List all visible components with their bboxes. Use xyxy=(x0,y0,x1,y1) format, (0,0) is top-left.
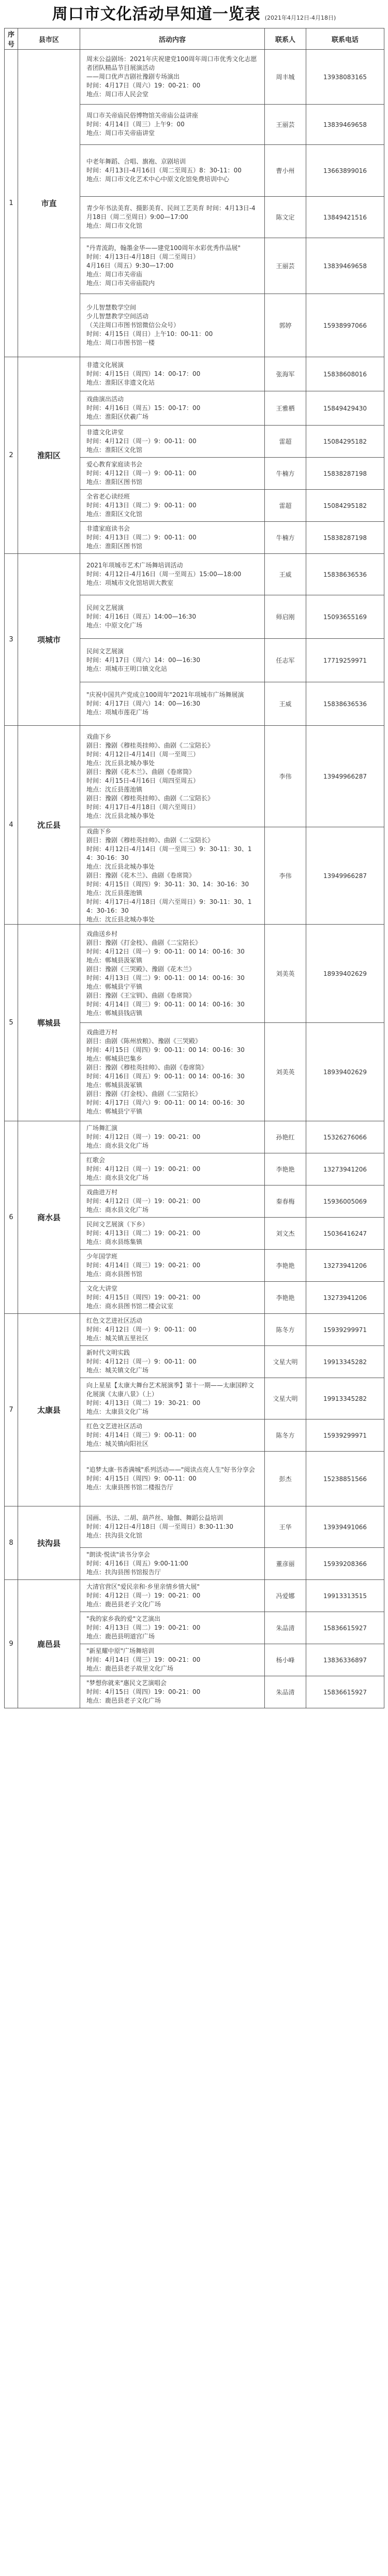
contact-phone: 19913345282 xyxy=(306,1346,384,1378)
contact-phone: 15238851566 xyxy=(306,1452,384,1506)
activity-content: 戏曲演出活动 时间：4月16日（周五）15：00-17：00 地点：淮阳区伏羲广场 xyxy=(80,391,265,426)
activity-content: "我的家乡我的爱"文艺演出 时间：4月13日（周二）19：00-21：00 地点：鹿邑县明道宫广场 xyxy=(80,1612,265,1644)
contact-phone: 13849421516 xyxy=(306,197,384,238)
row-number: 1 xyxy=(5,50,18,357)
activity-content: 非遗文化讲堂 时间：4月12日（周一）9：00-11：00 地点：淮阳区文化馆 xyxy=(80,426,265,458)
activity-content: "梦想你就来"惠民文艺演唱会 时间：4月15日（周四）19：00-21：00 地点：鹿邑县老子文化广场 xyxy=(80,1676,265,1708)
activity-content: 大清官营区"爱民亲和·乡里亲情乡情大展" 时间：4月12日（周一）19：00-21：00 地点：鹿邑县老子文化广场 xyxy=(80,1580,265,1612)
row-number: 7 xyxy=(5,1314,18,1506)
row-number: 4 xyxy=(5,726,18,925)
activity-content: 新时代文明实践 时间：4月12日（周一）9：00-11：00 地点：城关镇文化广场 xyxy=(80,1346,265,1378)
contact-phone: 15084295182 xyxy=(306,490,384,522)
activity-content: 民间文艺展演（下乡） 时间：4月13日（周二）19：00-21：00 地点：商水县练集镇 xyxy=(80,1218,265,1250)
contact-phone: 15936005069 xyxy=(306,1185,384,1218)
contact-phone: 18939402629 xyxy=(306,1023,384,1121)
contact-phone: 13949966287 xyxy=(306,827,384,925)
contact-name: 朱品清 xyxy=(265,1612,306,1644)
activity-content: 周口市关帝庙民俗博物馆关帝庙公益讲座 时间：4月14日（周三）上午9：00 地点：周口市关帝庙讲堂 xyxy=(80,105,265,145)
table-row xyxy=(5,554,384,595)
column-header-phone: 联系电话 xyxy=(306,28,384,50)
contact-name: 张海军 xyxy=(265,357,306,391)
contact-name: 朱品清 xyxy=(265,1676,306,1708)
activity-content: "丹青流韵，翰墨金华——建党100周年水彩优秀作品展" 时间：4月13日-4月18日（周二至周日） 4月16日（周五）9:30—17:00 地点：周口市关帝庙 地点：周口市关帝庙院内 xyxy=(80,238,265,294)
activity-content: 戏曲进万村 时间：4月12日（周一）19：00-21：00 地点：商水县文化广场 xyxy=(80,1185,265,1218)
contact-name: 刘美英 xyxy=(265,1023,306,1121)
activity-content: 少年国学班 时间：4月14日（周三）19：00-21：00 地点：商水县图书馆 xyxy=(80,1250,265,1282)
activity-content: 民间文艺展演 时间：4月17日（周六）14：00—16:30 地点：项城市王明口镇文化站 xyxy=(80,639,265,682)
contact-phone: 15838287198 xyxy=(306,458,384,490)
activity-content: 红歌会 时间：4月12日（周一）19：00-21：00 地点：商水县文化广场 xyxy=(80,1153,265,1185)
contact-phone: 13939491066 xyxy=(306,1506,384,1548)
activity-content: 少儿智慧数学空间 少儿智慧教学空间活动 （关注周口市图书馆微信公众号） 时间：4月15日（周日）上午10：00-11：00 地点：周口市图书馆一楼 xyxy=(80,294,265,357)
contact-phone: 13273941206 xyxy=(306,1282,384,1314)
contact-name: 雷超 xyxy=(265,490,306,522)
contact-phone: 15838608016 xyxy=(306,357,384,391)
county-name: 郸城县 xyxy=(18,925,80,1121)
contact-phone: 15838287198 xyxy=(306,522,384,554)
contact-name: 董彦丽 xyxy=(265,1548,306,1580)
activity-content: 国画、书法、二胡、葫芦丝、瑜伽、舞蹈公益培训 时间：4月12日-4月18日（周一至周日）8:30-11:30 地点：扶沟县文化馆 xyxy=(80,1506,265,1548)
contact-phone: 13839469658 xyxy=(306,238,384,294)
contact-phone: 19913345282 xyxy=(306,1378,384,1419)
contact-name: 杨小峰 xyxy=(265,1644,306,1676)
table-row xyxy=(5,1506,384,1548)
table-row xyxy=(5,925,384,1023)
contact-phone: 13273941206 xyxy=(306,1153,384,1185)
contact-name: 雷超 xyxy=(265,426,306,458)
county-name: 市直 xyxy=(18,50,80,357)
contact-name: 李伟 xyxy=(265,827,306,925)
contact-phone: 15838636536 xyxy=(306,554,384,595)
column-header-content: 活动内容 xyxy=(80,28,265,50)
activity-content: 非遗家庭读书会 时间：4月13日（周二）9：00-11：00 地点：淮阳区图书馆 xyxy=(80,522,265,554)
contact-name: 李伟 xyxy=(265,726,306,827)
activity-content: 非遗文化展演 时间：4月15日（周四）14：00-17：00 地点：淮阳区非遗文化站 xyxy=(80,357,265,391)
activity-content: "庆祝中国共产党成立100周年"2021年项城市广场舞展演 时间：4月17日（周六）14：00—16:30 地点：项城市莲花广场 xyxy=(80,682,265,726)
county-name: 沈丘县 xyxy=(18,726,80,925)
contact-phone: 13839469658 xyxy=(306,105,384,145)
contact-name: 文星大明 xyxy=(265,1378,306,1419)
county-name: 项城市 xyxy=(18,554,80,726)
activity-content: 民间文艺展演 时间：4月16日（周五）14:00—16:30 地点：中原文化广场 xyxy=(80,595,265,639)
contact-name: 王威 xyxy=(265,554,306,595)
activity-content: 爱心教育家庭读书会 时间：4月12日（周一）9：00-11：00 地点：淮阳区图书馆 xyxy=(80,458,265,490)
county-name: 扶沟县 xyxy=(18,1506,80,1580)
contact-name: 王威 xyxy=(265,682,306,726)
table-row xyxy=(5,1580,384,1612)
activity-content: 戏曲进万村 剧目：曲剧《陈州放粮》、豫剧《三哭殿》 时间：4月15日（周四）9：00-11：00 14：00-16：30 地点：郸城县巴集乡 剧目：豫剧《穆桂英挂帅》、曲剧《卷席筒》 时间：4月16日（周五）9：00-11：00 14：00-16：30 地点：郸城县汲冢镇 剧目：豫剧《打金枝》、曲剧《二宝陪长》 时间：4月17日（周六）9：00-11：00 14：00-16：30 地点：郸城县宁平镇 xyxy=(80,1023,265,1121)
contact-phone: 15939208366 xyxy=(306,1548,384,1580)
activity-content: "朗读·悦读"读书分享会 时间：4月16日（周五）9:00-11:00 地点：扶沟县图书馆报告厅 xyxy=(80,1548,265,1580)
contact-phone: 15836615927 xyxy=(306,1676,384,1708)
contact-phone: 15838636536 xyxy=(306,682,384,726)
activity-content: 戏曲下乡 剧目：豫剧《穆桂英挂帅》、曲剧《二宝陪长》 时间：4月12日-4月14日（周一至周三） 地点：沈丘县北城办事处 剧目：豫剧《花木兰》、曲剧《卷席筒》 时间：4月15日-4月16日（周四至周五） 地点：沈丘县莲池镇 剧目：豫剧《穆桂英挂帅》、曲剧《二宝陪长》 时间：4月17日-4月18日（周六至周日） 地点：沈丘县北城办事处 xyxy=(80,726,265,827)
contact-name: 陈冬方 xyxy=(265,1419,306,1452)
contact-name: 曹小州 xyxy=(265,145,306,197)
contact-name: 李艳艳 xyxy=(265,1250,306,1282)
table-row xyxy=(5,357,384,391)
row-number: 5 xyxy=(5,925,18,1121)
contact-name: 周丰城 xyxy=(265,50,306,105)
column-header-contact: 联系人 xyxy=(265,28,306,50)
row-number: 6 xyxy=(5,1121,18,1314)
column-header-county: 县市区 xyxy=(18,28,80,50)
contact-phone: 19913313515 xyxy=(306,1580,384,1612)
table-row xyxy=(5,1121,384,1153)
activity-content: 全省老心读经班 时间：4月13日（周二）9：00-11：00 地点：淮阳区文化馆 xyxy=(80,490,265,522)
row-number: 8 xyxy=(5,1506,18,1580)
contact-phone: 13273941206 xyxy=(306,1250,384,1282)
contact-name: 牛楠方 xyxy=(265,458,306,490)
table-row xyxy=(5,1314,384,1346)
activity-content: 周末公益剧场：2021年庆祝建党100周年周口市优秀文化志愿者团队精品节目展演活动 ——周口优声吉剧社豫剧专场演出 时间：4月17日（周六）19：00-21：00 地点：周口市人民会堂 xyxy=(80,50,265,105)
table-row xyxy=(5,50,384,105)
contact-phone: 15938997066 xyxy=(306,294,384,357)
activity-content: 戏曲送乡村 剧目：豫剧《打金枝》、曲剧《二宝陪长》 时间：4月12日（周一）9：00-11：00 14：00-16：30 地点：郸城县汲冢镇 剧目：豫剧《三哭殿》、豫剧《花木兰》 时间：4月13日（周二）9：00-11：00 14：00-16：30 地点：郸城县宁平镇 剧目：豫剧《王宝钏》、曲剧《卷席筒》 时间：4月14日（周三）9：00-11：00 14：00-16：30 地点：郸城县钱店镇 xyxy=(80,925,265,1023)
county-name: 太康县 xyxy=(18,1314,80,1506)
contact-phone: 15084295182 xyxy=(306,426,384,458)
row-number: 3 xyxy=(5,554,18,726)
contact-name: 陈冬方 xyxy=(265,1314,306,1346)
contact-phone: 15093655169 xyxy=(306,595,384,639)
activity-content: "追梦太康·书香满城"系列活动——"阅读点亮人生"好书分享会 时间：4月15日（周四）9：00-11：00 地点：太康县图书馆二楼报告厅 xyxy=(80,1452,265,1506)
date-range: (2021年4月12日-4月18日) xyxy=(264,14,336,21)
activity-content: 红色文艺进社区活动 时间：4月12日（周一）9：00-11：00 地点：城关镇五里社区 xyxy=(80,1314,265,1346)
contact-name: 王丽芸 xyxy=(265,105,306,145)
activity-content: 戏曲下乡 剧目：豫剧《穆桂英挂帅》、曲剧《二宝陪长》 时间：4月12日-4月14日（周一至周三）9：30-11：30、14：30-16：30 地点：沈丘县北城办事处 剧目：豫剧《花木兰》、曲剧《卷席筒》 时间：4月15日（周四）9：30-11：30、14：30-16：30 地点：沈丘县莲池镇 时间：4月17日-4月18日（周六至周日）9：30-11：30、14：30-16：30 地点：沈丘县北城办事处 xyxy=(80,827,265,925)
contact-name: 秦春梅 xyxy=(265,1185,306,1218)
contact-phone: 15939299971 xyxy=(306,1419,384,1452)
contact-name: 彭杰 xyxy=(265,1452,306,1506)
contact-name: 文星大明 xyxy=(265,1346,306,1378)
document-header xyxy=(0,0,388,27)
column-header-no: 序号 xyxy=(5,28,18,50)
page-title: 周口市文化活动早知道一览表 xyxy=(52,5,261,23)
county-name: 鹿邑县 xyxy=(18,1580,80,1708)
contact-name: 任志军 xyxy=(265,639,306,682)
contact-name: 刘文杰 xyxy=(265,1218,306,1250)
contact-name: 刘美英 xyxy=(265,925,306,1023)
contact-phone: 15326276066 xyxy=(306,1121,384,1153)
contact-phone: 13949966287 xyxy=(306,726,384,827)
activity-content: 2021年项城市艺术广场舞培训活动 时间：4月12日-4月16日（周一至周五）15:00—18:00 地点：项城市文化馆培训大教室 xyxy=(80,554,265,595)
contact-name: 郭婷 xyxy=(265,294,306,357)
contact-name: 王华 xyxy=(265,1506,306,1548)
activity-content: 中老年舞蹈、合唱、旗袍、京剧培训 时间：4月13日-4月16日（周二至周五）8：30-11：00 地点：周口市文化艺术中心中原文化馆免费培训中心 xyxy=(80,145,265,197)
table-row xyxy=(5,726,384,827)
table-body xyxy=(5,50,384,1708)
activity-content: "新星耀中原"广场舞培训 时间：4月14日（周三）19：00-21：00 地点：鹿邑县老子故里文化广场 xyxy=(80,1644,265,1676)
contact-phone: 15036416247 xyxy=(306,1218,384,1250)
contact-name: 李艳艳 xyxy=(265,1282,306,1314)
table-header-row xyxy=(5,28,384,50)
activity-content: 向上星星【太康大舞台艺术展演季】第十一期——太康国粹文化展演《太康八景》（上） 时间：4月13日（周二）19：30-21：00 地点：太康县文化广场 xyxy=(80,1378,265,1419)
activity-content: 红色文艺进社区活动 时间：4月14日（周三）9：00-11：00 地点：城关镇向阳社区 xyxy=(80,1419,265,1452)
contact-name: 冯爱娜 xyxy=(265,1580,306,1612)
contact-phone: 13663899016 xyxy=(306,145,384,197)
contact-phone: 15849429430 xyxy=(306,391,384,426)
contact-phone: 15939299971 xyxy=(306,1314,384,1346)
activity-content: 文化大讲堂 时间：4月15日（周四）19：00-21：00 地点：商水县图书馆二楼会议室 xyxy=(80,1282,265,1314)
contact-phone: 13836336897 xyxy=(306,1644,384,1676)
contact-name: 陈文定 xyxy=(265,197,306,238)
county-name: 淮阳区 xyxy=(18,357,80,554)
row-number: 9 xyxy=(5,1580,18,1708)
contact-phone: 13938083165 xyxy=(306,50,384,105)
contact-name: 王丽芸 xyxy=(265,238,306,294)
contact-name: 李艳艳 xyxy=(265,1153,306,1185)
activity-table xyxy=(4,28,384,1708)
contact-name: 牛楠方 xyxy=(265,522,306,554)
contact-name: 师启刚 xyxy=(265,595,306,639)
contact-name: 孙艳红 xyxy=(265,1121,306,1153)
county-name: 商水县 xyxy=(18,1121,80,1314)
contact-name: 王雅栖 xyxy=(265,391,306,426)
activity-content: 青少年书法美育、摄影美育、民间工艺美育 时间：4月13日-4月18日（周二至周日）9:00—17:00 地点：周口市文化馆 xyxy=(80,197,265,238)
row-number: 2 xyxy=(5,357,18,554)
activity-content: 广场舞汇演 时间：4月12日（周一）19：00-21：00 地点：商水县文化广场 xyxy=(80,1121,265,1153)
contact-phone: 18939402629 xyxy=(306,925,384,1023)
contact-phone: 17719259971 xyxy=(306,639,384,682)
contact-phone: 15836615927 xyxy=(306,1612,384,1644)
